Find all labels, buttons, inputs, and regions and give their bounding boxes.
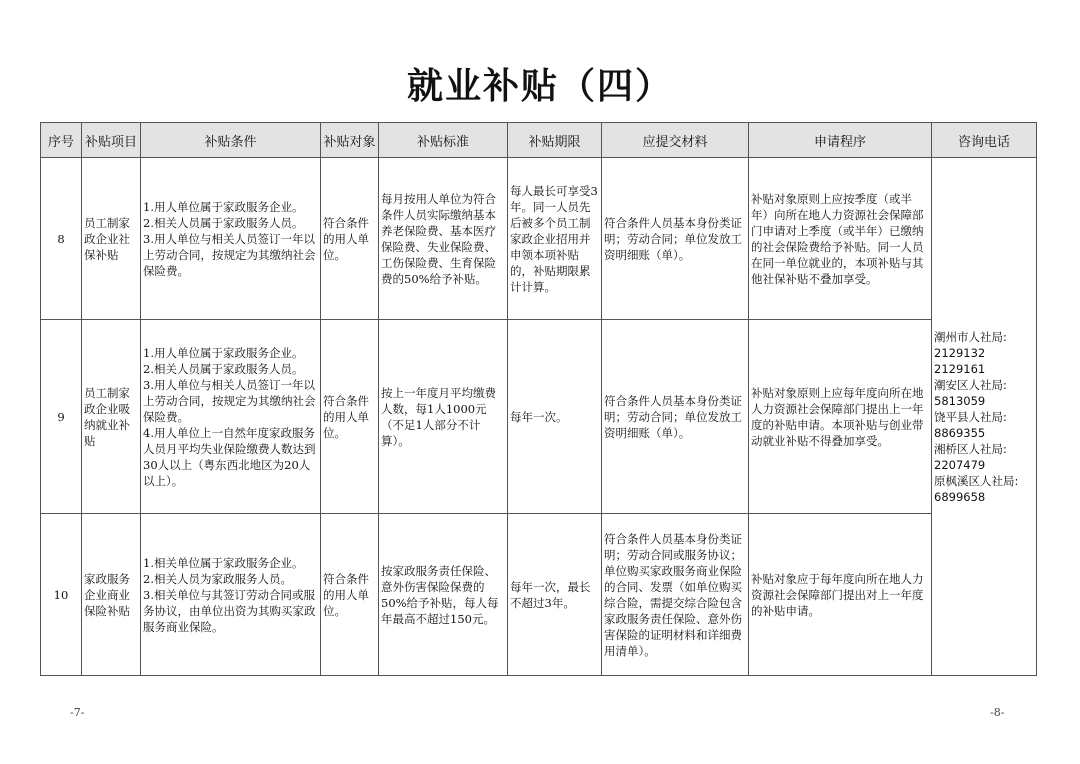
row-no: 10 <box>41 514 82 676</box>
table-row <box>41 158 1037 320</box>
row-target: 符合条件的用人单位。 <box>321 320 379 514</box>
row-no: 8 <box>41 158 82 320</box>
phone-line: 2129132 <box>934 345 986 360</box>
condition-item: 3.用人单位与相关人员签订一年以上劳动合同，按规定为其缴纳社会保险费。 <box>143 231 316 278</box>
row-conditions <box>141 514 321 676</box>
row-standard: 按上一年度月平均缴费人数，每1人1000元（不足1人部分不计算）。 <box>379 320 508 514</box>
consult-phones <box>932 158 1037 676</box>
condition-item: 2.相关人员为家政服务人员。 <box>143 571 292 586</box>
phone-line: 潮安区人社局: <box>934 377 1007 392</box>
phone-line: 2207479 <box>934 457 986 472</box>
table-row <box>41 320 1037 514</box>
condition-item: 3.相关单位与其签订劳动合同或服务协议，由单位出资为其购买家政服务商业保险。 <box>143 587 316 634</box>
row-period: 每年一次。 <box>508 320 602 514</box>
page-number-right: -8- <box>990 706 1005 719</box>
phone-line: 8869355 <box>934 425 986 440</box>
header-target: 补贴对象 <box>321 123 379 158</box>
row-standard: 每月按用人单位为符合条件人员实际缴纳基本养老保险费、基本医疗保险费、失业保险费、工伤保险费、生育保险费的50%给予补贴。 <box>379 158 508 320</box>
condition-item: 2.相关人员属于家政服务人员。 <box>143 361 304 376</box>
row-project: 家政服务企业商业保险补贴 <box>82 514 141 676</box>
condition-item: 2.相关人员属于家政服务人员。 <box>143 215 304 230</box>
phone-line: 原枫溪区人社局: <box>934 473 1019 488</box>
row-materials: 符合条件人员基本身份类证明；劳动合同或服务协议；单位购买家政服务商业保险的合同、发票（如单位购买综合险，需提交综合险包含家政服务责任保险、意外伤害保险的证明材料和详细费用清单）。 <box>602 514 749 676</box>
row-procedure: 补贴对象应于每年度向所在地人力资源社会保障部门提出对上一年度的补贴申请。 <box>749 514 932 676</box>
page-number-left: -7- <box>70 706 85 719</box>
row-project: 员工制家政企业吸纳就业补贴 <box>82 320 141 514</box>
phone-line: 潮州市人社局: <box>934 329 1007 344</box>
row-no: 9 <box>41 320 82 514</box>
phone-line: 6899658 <box>934 489 986 504</box>
phone-line: 2129161 <box>934 361 986 376</box>
row-procedure: 补贴对象原则上应按季度（或半年）向所在地人力资源社会保障部门申请对上季度（或半年）已缴纳的社会保险费给予补贴。同一人员在同一单位就业的，本项补贴与其他社保补贴不叠加享受。 <box>749 158 932 320</box>
row-standard: 按家政服务责任保险、意外伤害保险保费的50%给予补贴，每人每年最高不超过150元。 <box>379 514 508 676</box>
phone-line: 湘桥区人社局: <box>934 441 1007 456</box>
header-no: 序号 <box>41 123 82 158</box>
row-conditions <box>141 158 321 320</box>
header-conditions: 补贴条件 <box>141 123 321 158</box>
row-project: 员工制家政企业社保补贴 <box>82 158 141 320</box>
condition-item: 1.用人单位属于家政服务企业。 <box>143 199 304 214</box>
phone-line: 饶平县人社局: <box>934 409 1007 424</box>
header-procedure: 申请程序 <box>749 123 932 158</box>
condition-item: 4.用人单位上一自然年度家政服务人员月平均失业保险缴费人数达到30人以上（粤东西北地区为20人以上）。 <box>143 425 316 488</box>
row-materials: 符合条件人员基本身份类证明；劳动合同；单位发放工资明细账（单）。 <box>602 320 749 514</box>
row-period: 每人最长可享受3年。同一人员先后被多个员工制家政企业招用并申领本项补贴的，补贴期限累计计算。 <box>508 158 602 320</box>
condition-item: 1.用人单位属于家政服务企业。 <box>143 345 304 360</box>
page-title: 就业补贴（四） <box>406 66 673 107</box>
table-header-row <box>41 123 1037 158</box>
header-period: 补贴期限 <box>508 123 602 158</box>
table-row <box>41 514 1037 676</box>
row-procedure: 补贴对象原则上应每年度向所在地人力资源社会保障部门提出上一年度的补贴申请。本项补贴与创业带动就业补贴不得叠加享受。 <box>749 320 932 514</box>
condition-item: 3.用人单位与相关人员签订一年以上劳动合同，按规定为其缴纳社会保险费。 <box>143 377 316 424</box>
condition-item: 1.相关单位属于家政服务企业。 <box>143 555 304 570</box>
phone-line: 5813059 <box>934 393 986 408</box>
header-materials: 应提交材料 <box>602 123 749 158</box>
row-target: 符合条件的用人单位。 <box>321 514 379 676</box>
header-project: 补贴项目 <box>82 123 141 158</box>
row-materials: 符合条件人员基本身份类证明；劳动合同；单位发放工资明细账（单）。 <box>602 158 749 320</box>
header-standard: 补贴标准 <box>379 123 508 158</box>
subsidy-table <box>40 122 1037 676</box>
header-phone: 咨询电话 <box>932 123 1037 158</box>
row-conditions <box>141 320 321 514</box>
row-target: 符合条件的用人单位。 <box>321 158 379 320</box>
row-period: 每年一次，最长不超过3年。 <box>508 514 602 676</box>
